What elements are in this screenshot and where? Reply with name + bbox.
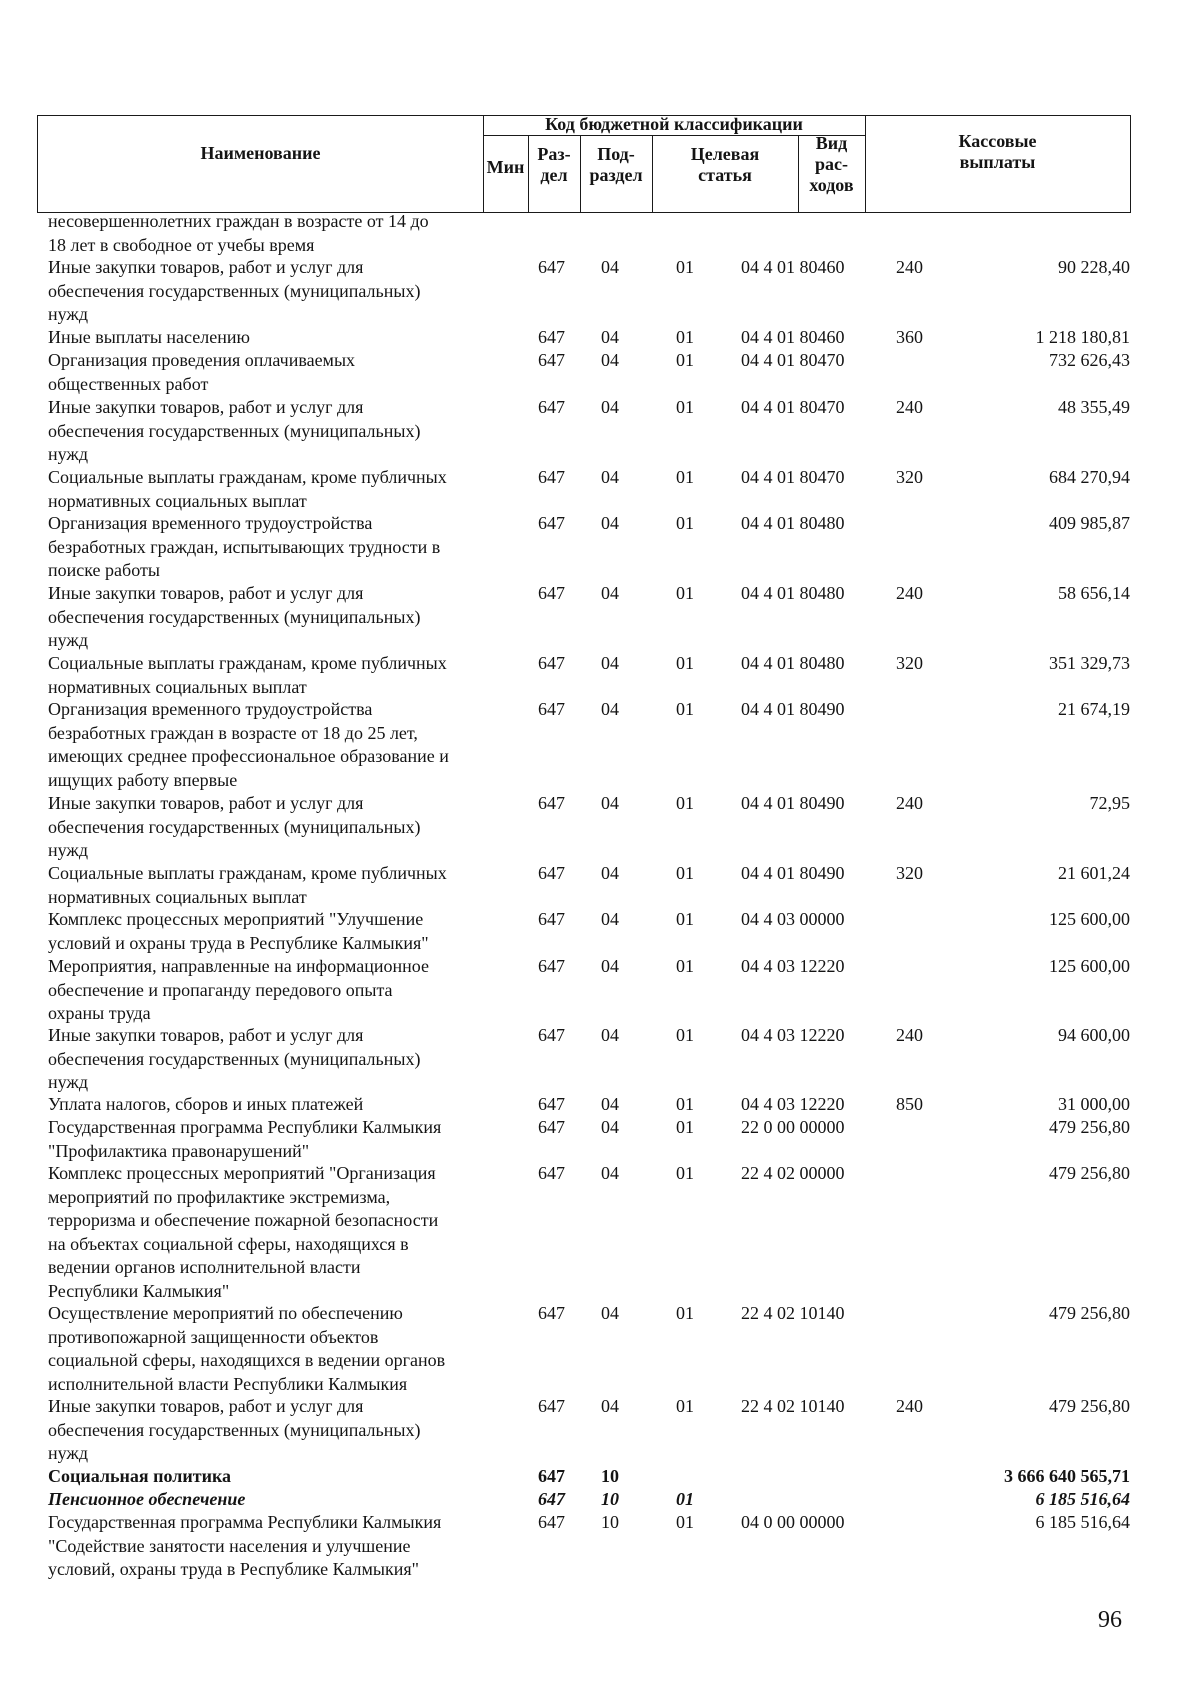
- cell-amount: 90 228,40: [1058, 257, 1130, 277]
- cell-amount: 684 270,94: [1049, 467, 1130, 487]
- cell-statya: 04 4 01 80470: [741, 350, 845, 370]
- cell-podrazdel: 01: [676, 1094, 694, 1114]
- cell-min: 647: [538, 1025, 565, 1045]
- cell-statya: 04 4 03 12220: [741, 1094, 845, 1114]
- cell-amount: 125 600,00: [1049, 909, 1130, 929]
- cell-razdel: 04: [601, 467, 619, 487]
- cell-name: Социальные выплаты гражданам, кроме публичных нормативных социальных выплат: [48, 863, 447, 907]
- cell-podrazdel: 01: [676, 1025, 694, 1045]
- cell-statya: 22 4 02 10140: [741, 1396, 845, 1416]
- cell-min: 647: [538, 1117, 565, 1137]
- cell-statya: 04 4 01 80480: [741, 513, 845, 533]
- cell-statya: 04 4 01 80490: [741, 863, 845, 883]
- cell-min: 647: [538, 653, 565, 673]
- cell-podrazdel: 01: [676, 1489, 694, 1509]
- cell-statya: 04 4 01 80480: [741, 583, 845, 603]
- cell-min: 647: [538, 350, 565, 370]
- cell-razdel: 10: [601, 1489, 619, 1509]
- cell-name: Социальная политика: [48, 1466, 232, 1486]
- cell-razdel: 10: [601, 1512, 619, 1532]
- cell-statya: 04 4 03 00000: [741, 909, 845, 929]
- cell-razdel: 04: [601, 863, 619, 883]
- cell-name: Иные закупки товаров, работ и услуг для обеспечения государственных (муниципальных) нужд: [48, 583, 421, 650]
- cell-razdel: 04: [601, 1163, 619, 1183]
- cell-name: Иные закупки товаров, работ и услуг для обеспечения государственных (муниципальных) нужд: [48, 793, 421, 860]
- cell-amount: 6 185 516,64: [1035, 1489, 1130, 1509]
- cell-min: 647: [538, 583, 565, 603]
- cell-vid: 240: [896, 397, 923, 417]
- cell-statya: 04 0 00 00000: [741, 1512, 845, 1532]
- cell-amount: 732 626,43: [1049, 350, 1130, 370]
- cell-vid: 240: [896, 257, 923, 277]
- cell-vid: 320: [896, 863, 923, 883]
- cell-min: 647: [538, 1396, 565, 1416]
- cell-podrazdel: 01: [676, 863, 694, 883]
- cell-name: Иные закупки товаров, работ и услуг для обеспечения государственных (муниципальных) нужд: [48, 257, 421, 324]
- cell-podrazdel: 01: [676, 1512, 694, 1532]
- cell-razdel: 04: [601, 1094, 619, 1114]
- header-vid: Вид рас- ходов: [809, 133, 854, 195]
- cell-name: несовершеннолетних граждан в возрасте от 14 до 18 лет в свободное от учебы время: [48, 211, 429, 255]
- header-podrazdel: Под- раздел: [589, 144, 643, 185]
- cell-name: Иные закупки товаров, работ и услуг для обеспечения государственных (муниципальных) нужд: [48, 1025, 421, 1092]
- cell-razdel: 04: [601, 327, 619, 347]
- cell-vid: 360: [896, 327, 923, 347]
- cell-podrazdel: 01: [676, 583, 694, 603]
- header-statya: Целевая статья: [690, 144, 760, 185]
- cell-min: 647: [538, 1466, 565, 1486]
- cell-name: Комплекс процессных мероприятий "Организация мероприятий по профилактике экстремизма, терроризма и обеспечение пожарной безопасности на объектах социальной сферы, находящихся в ведении органов исполнительной власти Республики Калмыкия": [48, 1163, 439, 1301]
- cell-name: Осуществление мероприятий по обеспечению противопожарной защищенности объектов социальной сферы, находящихся в ведении органов исполнительной власти Республики Калмыкия: [48, 1303, 446, 1394]
- cell-podrazdel: 01: [676, 1163, 694, 1183]
- cell-min: 647: [538, 1489, 565, 1509]
- cell-razdel: 04: [601, 1025, 619, 1045]
- cell-podrazdel: 01: [676, 1396, 694, 1416]
- cell-statya: 04 4 01 80460: [741, 327, 845, 347]
- cell-vid: 850: [896, 1094, 923, 1114]
- cell-min: 647: [538, 257, 565, 277]
- cell-min: 647: [538, 1094, 565, 1114]
- cell-amount: 479 256,80: [1049, 1303, 1130, 1323]
- cell-name: Организация проведения оплачиваемых общественных работ: [48, 350, 356, 394]
- cell-razdel: 04: [601, 513, 619, 533]
- header-amount: Кассовые выплаты: [958, 131, 1037, 172]
- cell-vid: 240: [896, 1396, 923, 1416]
- cell-name: Уплата налогов, сборов и иных платежей: [48, 1094, 364, 1114]
- cell-name: Организация временного трудоустройства безработных граждан в возрасте от 18 до 25 лет, имеющих среднее профессиональное образование и ищущих работу впервые: [48, 699, 449, 790]
- cell-podrazdel: 01: [676, 956, 694, 976]
- cell-podrazdel: 01: [676, 1303, 694, 1323]
- cell-razdel: 04: [601, 653, 619, 673]
- cell-vid: 240: [896, 793, 923, 813]
- cell-min: 647: [538, 397, 565, 417]
- cell-statya: 22 4 02 10140: [741, 1303, 845, 1323]
- cell-podrazdel: 01: [676, 397, 694, 417]
- cell-razdel: 04: [601, 956, 619, 976]
- cell-amount: 125 600,00: [1049, 956, 1130, 976]
- cell-amount: 58 656,14: [1058, 583, 1130, 603]
- cell-statya: 04 4 03 12220: [741, 1025, 845, 1045]
- cell-min: 647: [538, 327, 565, 347]
- cell-razdel: 04: [601, 909, 619, 929]
- cell-name: Комплекс процессных мероприятий "Улучшение условий и охраны труда в Республике Калмыкия": [48, 909, 429, 953]
- cell-statya: 04 4 01 80470: [741, 397, 845, 417]
- cell-podrazdel: 01: [676, 699, 694, 719]
- cell-podrazdel: 01: [676, 1117, 694, 1137]
- cell-statya: 04 4 01 80490: [741, 699, 845, 719]
- cell-amount: 72,95: [1089, 793, 1130, 813]
- cell-amount: 31 000,00: [1058, 1094, 1130, 1114]
- cell-statya: 04 4 01 80470: [741, 467, 845, 487]
- cell-min: 647: [538, 863, 565, 883]
- cell-amount: 21 674,19: [1058, 699, 1130, 719]
- cell-razdel: 10: [601, 1466, 619, 1486]
- cell-vid: 240: [896, 1025, 923, 1045]
- cell-name: Иные закупки товаров, работ и услуг для обеспечения государственных (муниципальных) нужд: [48, 1396, 421, 1463]
- cell-amount: 48 355,49: [1058, 397, 1130, 417]
- cell-podrazdel: 01: [676, 653, 694, 673]
- cell-name: Организация временного трудоустройства безработных граждан, испытывающих трудности в поиске работы: [48, 513, 441, 580]
- cell-name: Иные закупки товаров, работ и услуг для обеспечения государственных (муниципальных) нужд: [48, 397, 421, 464]
- cell-amount: 479 256,80: [1049, 1396, 1130, 1416]
- cell-statya: 22 4 02 00000: [741, 1163, 845, 1183]
- cell-amount: 3 666 640 565,71: [1004, 1466, 1130, 1486]
- cell-razdel: 04: [601, 257, 619, 277]
- cell-vid: 240: [896, 583, 923, 603]
- header-name: Наименование: [200, 143, 321, 163]
- header-razdel: Раз- дел: [537, 144, 571, 185]
- cell-vid: 320: [896, 467, 923, 487]
- cell-statya: 04 4 01 80460: [741, 257, 845, 277]
- cell-statya: 04 4 03 12220: [741, 956, 845, 976]
- cell-min: 647: [538, 1303, 565, 1323]
- cell-min: 647: [538, 1163, 565, 1183]
- cell-amount: 351 329,73: [1049, 653, 1130, 673]
- cell-min: 647: [538, 793, 565, 813]
- cell-razdel: 04: [601, 1117, 619, 1137]
- cell-podrazdel: 01: [676, 467, 694, 487]
- cell-amount: 409 985,87: [1049, 513, 1130, 533]
- cell-statya: 04 4 01 80480: [741, 653, 845, 673]
- cell-min: 647: [538, 956, 565, 976]
- cell-min: 647: [538, 467, 565, 487]
- cell-amount: 6 185 516,64: [1035, 1512, 1130, 1532]
- cell-name: Иные выплаты населению: [48, 327, 250, 347]
- cell-statya: 04 4 01 80490: [741, 793, 845, 813]
- cell-amount: 479 256,80: [1049, 1163, 1130, 1183]
- cell-podrazdel: 01: [676, 909, 694, 929]
- cell-podrazdel: 01: [676, 257, 694, 277]
- header-group: Код бюджетной классификации: [545, 114, 803, 134]
- cell-razdel: 04: [601, 1396, 619, 1416]
- page-number: 96: [1098, 1607, 1122, 1633]
- cell-razdel: 04: [601, 1303, 619, 1323]
- cell-razdel: 04: [601, 583, 619, 603]
- header-min: Мин: [486, 157, 525, 177]
- cell-razdel: 04: [601, 350, 619, 370]
- cell-name: Государственная программа Республики Калмыкия "Профилактика правонарушений": [48, 1117, 442, 1161]
- cell-amount: 479 256,80: [1049, 1117, 1130, 1137]
- cell-podrazdel: 01: [676, 350, 694, 370]
- cell-podrazdel: 01: [676, 793, 694, 813]
- cell-amount: 94 600,00: [1058, 1025, 1130, 1045]
- cell-min: 647: [538, 513, 565, 533]
- cell-razdel: 04: [601, 793, 619, 813]
- cell-min: 647: [538, 909, 565, 929]
- cell-razdel: 04: [601, 397, 619, 417]
- cell-name: Социальные выплаты гражданам, кроме публичных нормативных социальных выплат: [48, 467, 447, 511]
- cell-podrazdel: 01: [676, 513, 694, 533]
- cell-name: Социальные выплаты гражданам, кроме публичных нормативных социальных выплат: [48, 653, 447, 697]
- cell-amount: 1 218 180,81: [1035, 327, 1130, 347]
- cell-name: Мероприятия, направленные на информационное обеспечение и пропаганду передового опыта охраны труда: [48, 956, 429, 1023]
- cell-name: Государственная программа Республики Калмыкия "Содействие занятости населения и улучшение условий, охраны труда в Республике Калмыкия": [48, 1512, 442, 1579]
- cell-vid: 320: [896, 653, 923, 673]
- cell-min: 647: [538, 1512, 565, 1532]
- cell-name: Пенсионное обеспечение: [48, 1489, 246, 1509]
- cell-razdel: 04: [601, 699, 619, 719]
- cell-podrazdel: 01: [676, 327, 694, 347]
- cell-min: 647: [538, 699, 565, 719]
- cell-amount: 21 601,24: [1058, 863, 1130, 883]
- cell-statya: 22 0 00 00000: [741, 1117, 845, 1137]
